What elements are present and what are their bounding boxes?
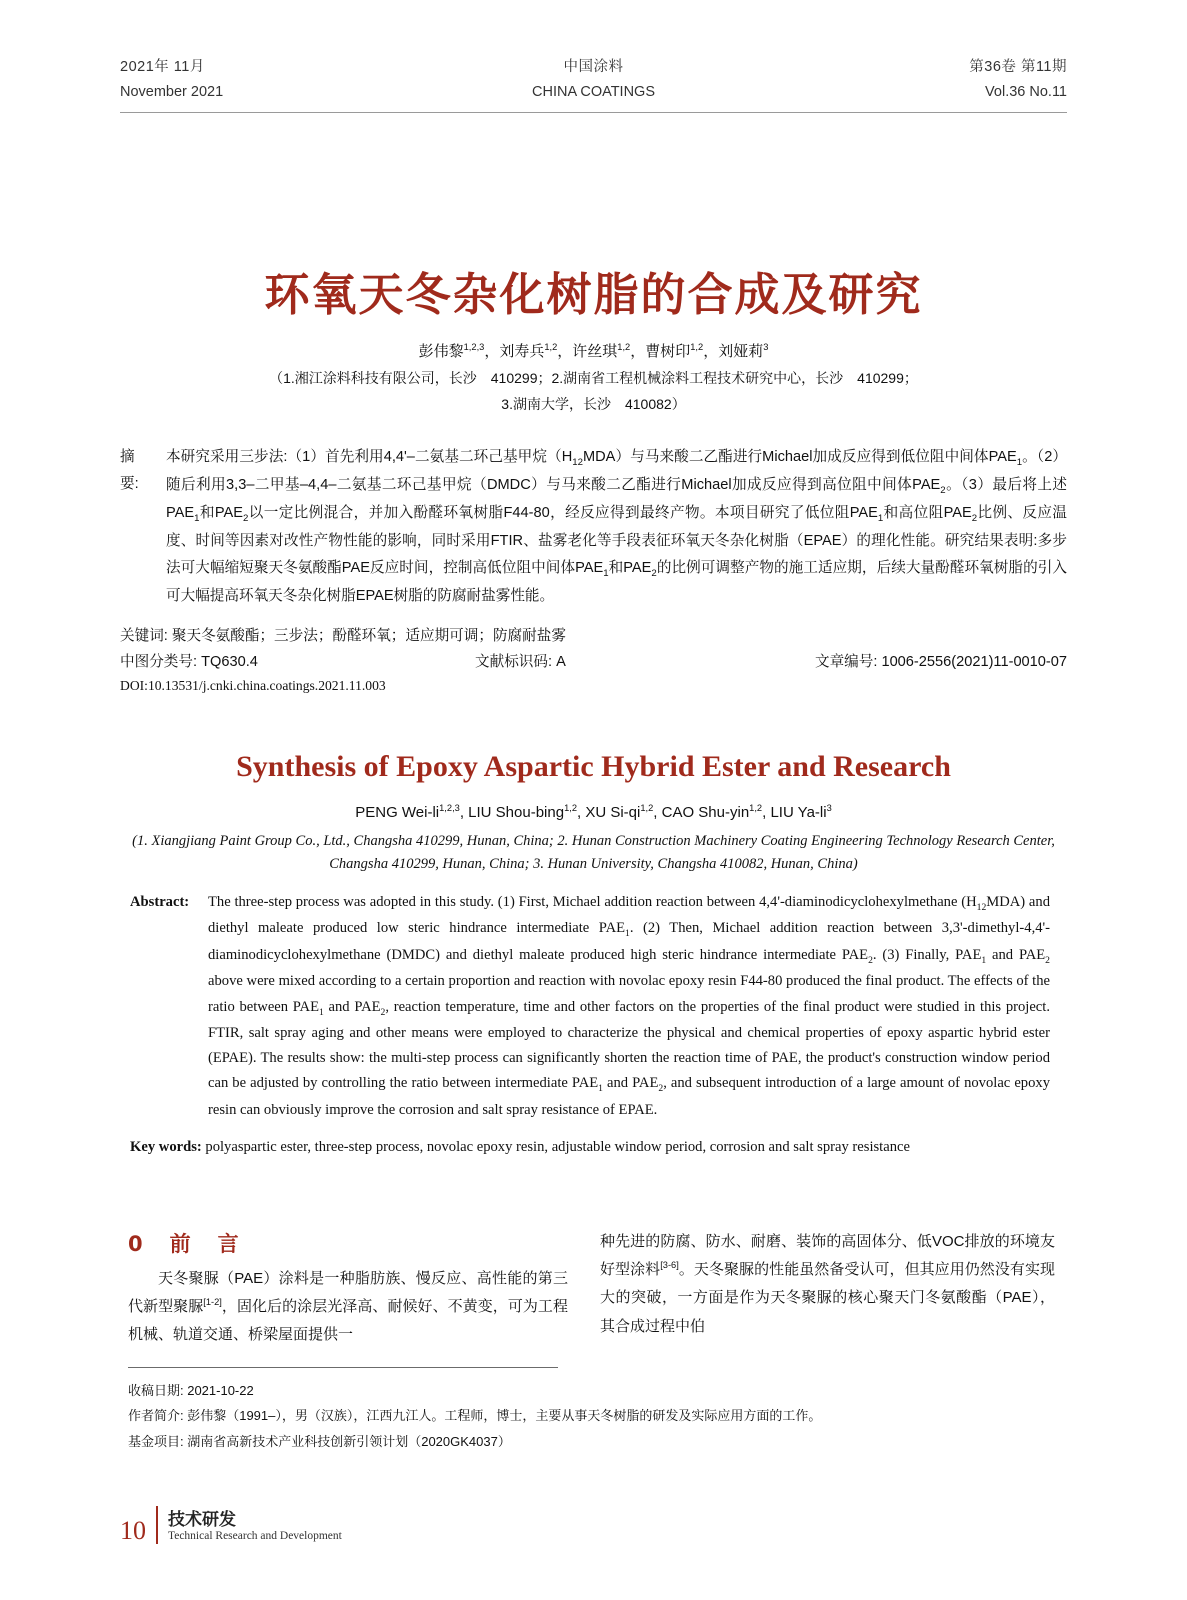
footnote-author-bio: 作者简介: 彭伟黎（1991–），男（汉族），江西九江人。工程师，博士，主要从事天冬树脂的研发及实际应用方面的工作。 [128,1408,822,1424]
footnote-funding: 基金项目: 湖南省高新技术产业科技创新引领计划（2020GK4037） [128,1433,511,1449]
affiliation-cn-line-2: 3.湖南大学，长沙 410082） [501,395,686,412]
abstract-en-text: The three-step process was adopted in this study. (1) First, Michael addition reaction between 4,4'-diaminodicyclohexylmethane $(H_{12}MDA)$ and diethyl maleate produced low steric hindrance intermediate $PAE_1$. (2) Then, Michael addition reaction between 3,3'-dimethyl-4,4'-diaminodicyclohexylmethane (DMDC) and diethyl maleate produced high steric hindrance intermediate $PAE_2$. (3) Finally, $PAE_1$ and $PAE_2$ above were mixed according to a certain proportion and reaction with novolac epoxy resin F44-80 produced the final product. The effects of the ratio between $PAE_1$ and $PAE_2$, reaction temperature, time and other factors on the properties of the final product were studied in this project. FTIR, salt spray aging and other means were employed to characterize the physical and chemical properties of epoxy aspartic hybrid ester (EPAE). The results show: the multi-step process can significantly shorten the reaction time of PAE, the product's construction window period can be adjusted by controlling the ratio between intermediate $PAE_1$ and $PAE_2$, and subsequent introduction of a large amount of novolac epoxy resin can obviously improve the corrosion and salt spray resistance of EPAE. [208,894,1051,1118]
keywords-en-label: Key words: [130,1139,202,1155]
footnotes [128,1378,1058,1454]
keywords-en [130,1135,1050,1160]
runhead-journal-cn: 中国涂料 [563,59,624,75]
body-column-right [600,1228,1055,1341]
clc-number: 中图分类号: TQ630.4 [120,654,258,670]
abstract-en [130,890,1050,1123]
running-head [120,55,1067,113]
page-number: 10 [120,1516,146,1545]
page-title-en: Synthesis of Epoxy Aspartic Hybrid Ester and Research [236,750,951,783]
runhead-date-cn: 2021年 11月 [120,59,205,75]
classification-row [120,650,1067,671]
doi: DOI:10.13531/j.cnki.china.coatings.2021.11.003 [120,678,386,693]
keywords-cn: 关键词: 聚天冬氨酸酯；三步法；酚醛环氧；适应期可调；防腐耐盐雾 [120,628,566,644]
affiliations-cn [0,366,1187,418]
runhead-volume-cn: 第36卷 第11期 [969,59,1067,75]
affiliations-en: (1. Xiangjiang Paint Group Co., Ltd., Changsha 410299, Hunan, China; 2. Hunan Construction Machinery Coating Engineering Technology Research Center, Changsha 410299, Hunan, China; 3. Hunan University, Changsha 410082, Hunan, China) [132,833,1055,873]
authors-en: PENG Wei-li$^{1,2,3}$, LIU Shou-bing$^{1,2}$, XU Si-qi$^{1,2}$, CAO Shu-yin$^{1,2}$, LIU $Ya-li^3$ [355,803,832,821]
runhead-date-en: November 2021 [120,84,224,101]
footer-section-en: Technical Research and Development [168,1530,342,1543]
body-paragraph-left: 天冬聚脲（PAE）涂料是一种脂肪族、慢反应、高性能的第三代新型聚脲[1-2]，固化后的涂层光泽高、耐候好、不黄变，可为工程机械、轨道交通、桥梁屋面提供一 [128,1270,568,1344]
footnote-rule [128,1367,558,1368]
abstract-cn [120,444,1067,610]
authors-cn: 彭伟黎$^{1,2,3}$，刘寿兵$^{1,2}$，许丝琪$^{1,2}$，曹树印$^{1,2}$，刘娅莉$^3$ [418,342,769,360]
section-heading-introduction: 0 前 言 [128,1232,242,1256]
runhead-rule [120,112,1067,113]
abstract-cn-label: 摘 要: [120,449,150,493]
document-code: 文献标识码: A [475,654,566,670]
footnote-received-date: 收稿日期: 2021-10-22 [128,1383,254,1398]
abstract-en-label: Abstract: [130,894,190,910]
footer-divider [156,1506,158,1544]
keywords-en-text: polyaspartic ester, three-step process, novolac epoxy resin, adjustable window period, corrosion and salt spray resistance [205,1139,910,1155]
article-id: 文章编号: 1006-2556(2021)11-0010-07 [814,654,1067,670]
footer-section-cn: 技术研发 [168,1509,236,1530]
body-paragraph-right: 种先进的防腐、防水、耐磨、装饰的高固体分、低VOC排放的环境友好型涂料[3-6]。天冬聚脲的性能虽然备受认可，但其应用仍然没有实现大的突破，一方面是作为天冬聚脲的核心聚天门冬氨酸酯（PAE），其合成过程中伯 [600,1233,1055,1335]
runhead-volume-en: Vol.36 No.11 [985,84,1067,101]
body-column-left [128,1265,568,1350]
page-footer [120,1506,1067,1544]
page-title-cn: 环氧天冬杂化树脂的合成及研究 [264,268,923,321]
affiliation-cn-line-1: （1.湘江涂料科技有限公司，长沙 410299；2.湖南省工程机械涂料工程技术研究中心，长沙 410299； [269,370,918,386]
runhead-journal-en: CHINA COATINGS [532,84,655,101]
abstract-cn-text: 本研究采用三步法:（1）首先利用4,4'–二氨基二环己基甲烷$(H_{12}MDA)$与马来酸二乙酯进行Michael加成反应得到低位阻中间体$PAE_1$。（2）随后利用3,3–二甲基–4,4–二氨基二环己基甲烷（DMDC）与马来酸二乙酯进行Michael加成反应得到高位阻中间体$PAE_2$。（3）最后将上述$PAE_1$和$PAE_2$以一定比例混合，并加入酚醛环氧树脂F44-80，经反应得到最终产物。本项目研究了低位阻$PAE_1$和高位阻$PAE_2$比例、反应温度、时间等因素对改性产物性能的影响，同时采用FTIR、盐雾老化等手段表征环氧天冬杂化树脂（EPAE）的理化性能。研究结果表明:多步法可大幅缩短聚天冬氨酸酯PAE反应时间，控制高低位阻中间体$PAE_1$和$PAE_2$的比例可调整产物的施工适应期，后续大量酚醛环氧树脂的引入可大幅提高环氧天冬杂化树脂EPAE树脂的防腐耐盐雾性能。 [166,449,1068,604]
